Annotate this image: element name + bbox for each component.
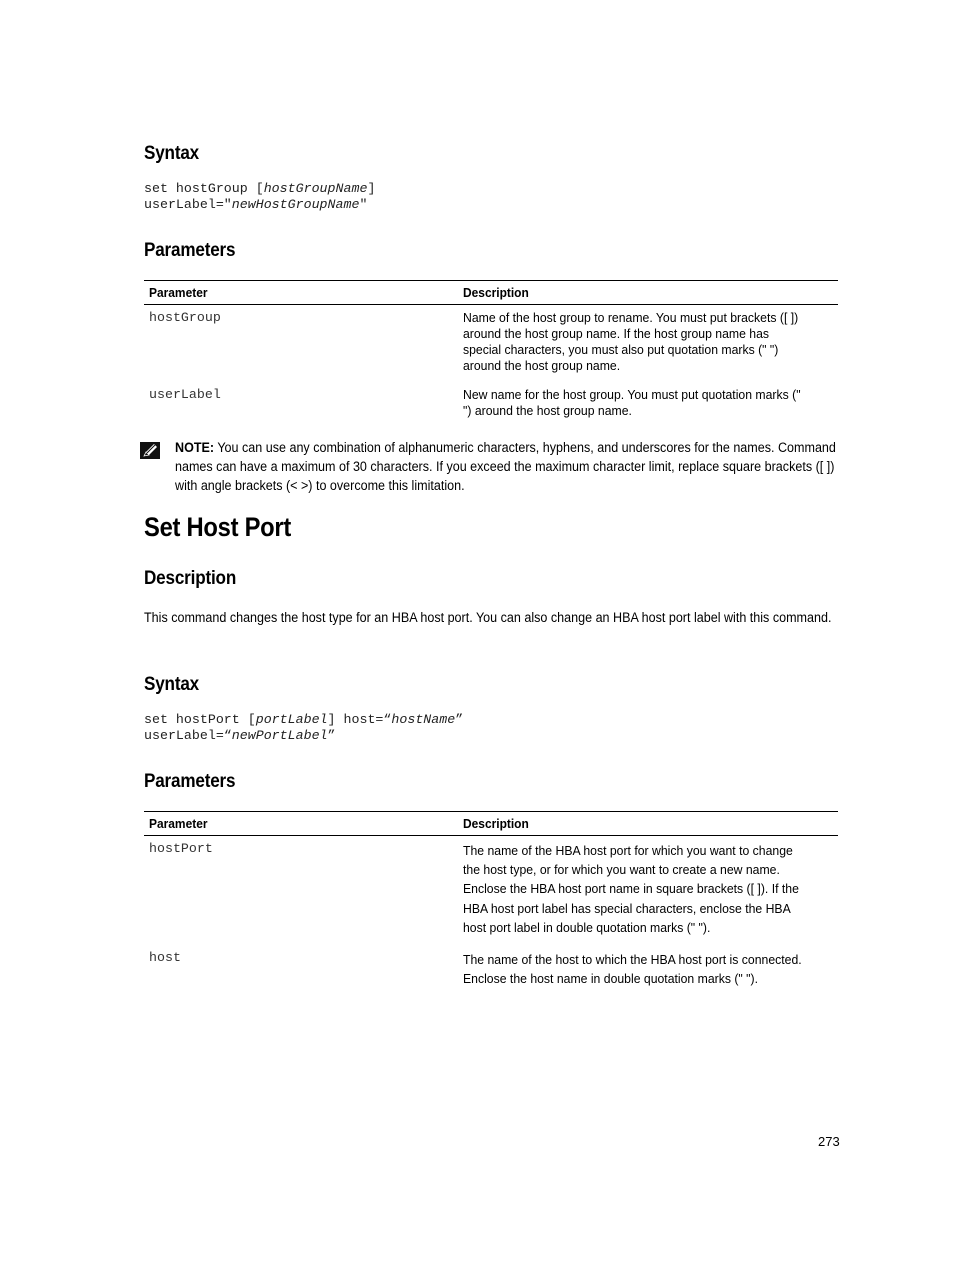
description-paragraph: This command changes the host type for an HBA host port. You can also change an HBA host port label with this command. (144, 610, 832, 625)
code-variable: portLabel (255, 712, 328, 727)
page-number: 273 (818, 1134, 840, 1149)
parameter-description (458, 836, 838, 946)
code-variable: hostName (391, 712, 456, 727)
code-text: userLabel=" (144, 197, 232, 212)
table-row (144, 382, 838, 427)
code-text: " (359, 197, 368, 212)
parameters-heading: Parameters (144, 240, 236, 261)
table-row (144, 945, 838, 996)
parameter-name: hostPort (149, 841, 213, 856)
parameters-table (144, 280, 838, 427)
note-text (175, 438, 845, 495)
code-variable: newPortLabel (231, 728, 328, 743)
table-row (144, 836, 838, 946)
parameter-description (458, 305, 838, 383)
syntax-code-block (144, 181, 375, 213)
parameters-heading: Parameters (144, 771, 236, 792)
header-label: Description (463, 816, 529, 831)
column-header-parameter (144, 812, 458, 836)
note-body: You can use any combination of alphanumeric characters, hyphens, and underscores for the names. Command names can have a maximum of 30 characters. If you exceed the maximum character limit, replace square brackets ([ ]) with angle brackets (< >) to overcome this limitation. (175, 440, 836, 493)
header-label: Parameter (149, 816, 208, 831)
description-text: The name of the HBA host port for which you want to change the host type, or for which you want to create a new name. Enclose the HBA host port name in square brackets ([ ]). If the HBA host port label has special characters, enclose the HBA host port label in double quotation marks (" "). (463, 843, 799, 935)
column-header-parameter (144, 281, 458, 305)
pencil-note-icon (140, 442, 162, 460)
parameter-name: hostGroup (149, 310, 221, 325)
code-variable: newHostGroupName (231, 197, 360, 212)
description-text: The name of the host to which the HBA host port is connected. Enclose the host name in double quotation marks (" "). (463, 952, 802, 987)
parameter-description (458, 945, 838, 996)
parameters-table (144, 811, 838, 996)
description-text: Name of the host group to rename. You must put brackets ([ ]) around the host group name. If the host group name has special characters, you must also put quotation marks (" ") around the host group name. (463, 310, 799, 373)
parameter-name: userLabel (149, 387, 221, 402)
note-label: NOTE: (175, 440, 215, 455)
syntax-heading: Syntax (144, 143, 199, 164)
column-header-description (458, 281, 838, 305)
syntax-heading: Syntax (144, 674, 199, 695)
code-text: ] host=“ (327, 712, 392, 727)
parameter-name: host (149, 950, 181, 966)
page-title: Set Host Port (144, 512, 292, 542)
parameter-description (458, 382, 838, 427)
code-text: set hostGroup [ (144, 181, 264, 196)
column-header-description (458, 812, 838, 836)
table-header-row (144, 281, 838, 305)
description-heading: Description (144, 568, 237, 589)
code-variable: hostGroupName (263, 181, 368, 196)
table-header-row (144, 812, 838, 836)
syntax-code-block (144, 712, 463, 744)
code-text: ” (455, 712, 464, 727)
code-text: userLabel=“ (144, 728, 232, 743)
table-row (144, 305, 838, 383)
description-text: New name for the host group. You must put quotation marks (" ") around the host group name. (463, 387, 801, 418)
code-text: ” (327, 728, 336, 743)
header-label: Description (463, 285, 529, 300)
code-text: ] (367, 181, 376, 196)
code-text: set hostPort [ (144, 712, 256, 727)
header-label: Parameter (149, 285, 208, 300)
